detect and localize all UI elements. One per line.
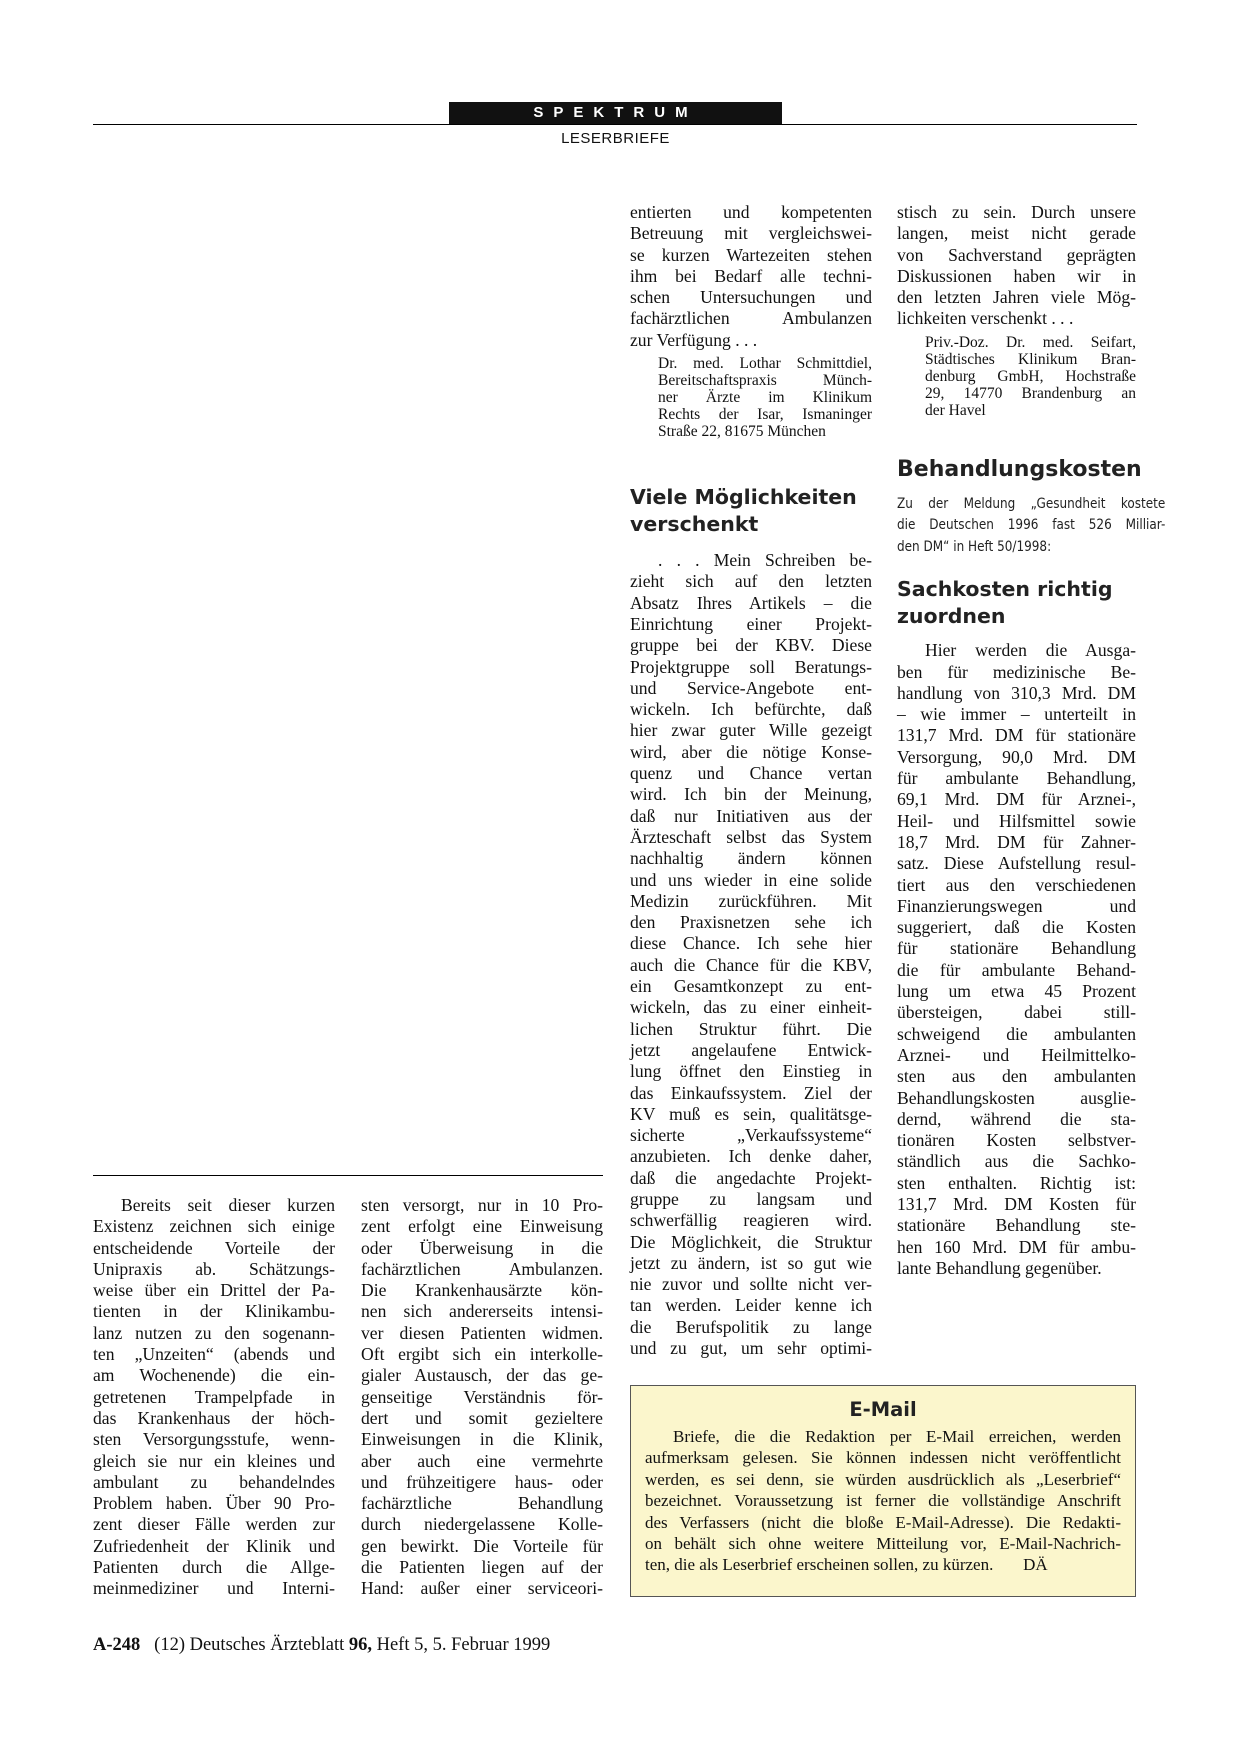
body-line: Problem haben. Über 90 Pro-	[93, 1493, 335, 1514]
letter-column-2	[361, 1195, 603, 1600]
body-line: Die Krankenhausärzte kön-	[361, 1280, 603, 1301]
body-line: den Praxisnetzen sehe ich	[630, 912, 872, 933]
page-footer	[93, 1635, 550, 1656]
subsection-label: LESERBRIEFE	[561, 130, 670, 147]
email-notice-text	[645, 1426, 1121, 1576]
section-intro	[897, 494, 1165, 559]
signature-line: Priv.-Doz. Dr. med. Seifart,	[925, 333, 1136, 351]
body-line: diese Chance. Ich sehe hier	[630, 933, 872, 954]
signature-line: der Havel	[925, 401, 986, 419]
body-line: Hand: außer einer serviceori-	[361, 1578, 603, 1599]
email-notice-title: E-Mail	[849, 1398, 917, 1421]
body-line: Einrichtung einer Projekt-	[630, 613, 872, 634]
body-line: zieht sich auf den letzten	[630, 571, 872, 592]
masthead-rule	[93, 124, 1137, 125]
body-line: sten aus den ambulanten	[897, 1066, 1136, 1087]
body-line: dernd, während die sta-	[897, 1108, 1136, 1129]
body-line: Einweisungen in die Klinik,	[361, 1429, 603, 1450]
body-line: jetzt zu ändern, ist so gut wie	[630, 1252, 872, 1273]
body-line: Medizin zurückführen. Mit	[630, 890, 872, 911]
body-line: gleich sie nur ein kleines und	[93, 1450, 335, 1471]
body-line: wickeln, das zu einer einheit-	[630, 997, 872, 1018]
email-line: Briefe, die die Redaktion per E-Mail erreichen, werden	[673, 1427, 1121, 1446]
body-line: gialer Austausch, der das ge-	[361, 1365, 603, 1386]
email-line: des Verfassers (nicht die bloße E-Mail-Adresse). Die Redakti-	[645, 1512, 1121, 1532]
body-line: Patienten durch die Allge-	[93, 1557, 335, 1578]
body-line: satz. Diese Aufstellung resul-	[897, 853, 1136, 874]
email-line: werden, es sei denn, sie würden ausdrücklich als „Leserbrief“	[645, 1469, 1121, 1489]
body-line: meinmediziner und Interni-	[93, 1578, 335, 1599]
body-line: – wie immer – unterteilt in	[897, 704, 1136, 725]
letter-signature	[630, 355, 872, 440]
body-line: lante Behandlung gegenüber.	[897, 1257, 1102, 1278]
body-line: getretenen Trampelpfade in	[93, 1386, 335, 1407]
body-line: wird. Ich bin der Meinung,	[630, 784, 872, 805]
body-line: Unipraxis ab. Schätzungs-	[93, 1258, 335, 1279]
signature-line: 29, 14770 Brandenburg an	[925, 384, 1136, 402]
body-line: dert und somit gezieltere	[361, 1407, 603, 1428]
body-line: suggeriert, daß die Kosten	[897, 917, 1136, 938]
issue-prefix: (12) Deutsches Ärzteblatt	[154, 1635, 345, 1655]
intro-line: die Deutschen 1996 fast 526 Milliar-	[897, 517, 1166, 534]
body-line: anzubieten. Ich denke daher,	[630, 1146, 872, 1167]
body-line: Zufriedenheit der Klinik und	[93, 1535, 335, 1556]
letter-continuation	[630, 202, 872, 351]
body-line: wickeln. Ich befürchte, daß	[630, 699, 872, 720]
body-line: schen Untersuchungen und	[630, 287, 872, 308]
body-line: genseitige Verständnis för-	[361, 1386, 603, 1407]
body-line: gruppe zu langsam und	[630, 1188, 872, 1209]
body-line: Betreuung mit vergleichswei-	[630, 223, 872, 244]
body-line: fachärztlichen Ambulanzen	[630, 308, 872, 329]
volume-number: 96,	[348, 1635, 372, 1655]
body-line: 18,7 Mrd. DM für Zahner-	[897, 831, 1136, 852]
email-line: ten, die als Leserbrief erscheinen sollen, zu kürzen. DÄ	[645, 1555, 1048, 1575]
body-line: daß nur Initiativen aus der	[630, 805, 872, 826]
body-line: hen 160 Mrd. DM für ambu-	[897, 1236, 1136, 1257]
body-line: sten Versorgungsstufe, wenn-	[93, 1429, 335, 1450]
column-divider-rule	[93, 1175, 603, 1176]
body-line: nie zuvor und sollte nicht ver-	[630, 1274, 872, 1295]
section-title: Behandlungskosten	[897, 456, 1142, 482]
letter-signature	[897, 334, 1136, 419]
body-line: gen bewirkt. Die Vorteile für	[361, 1535, 603, 1556]
section-banner: SPEKTRUM	[449, 102, 782, 124]
signature-line: Bereitschaftspraxis Münch-	[658, 372, 872, 390]
body-line: Arznei- und Heilmittelko-	[897, 1044, 1136, 1065]
body-line: Heil- und Hilfsmittel sowie	[897, 810, 1136, 831]
signature-line: denburg GmbH, Hochstraße	[925, 367, 1136, 385]
body-line: zur Verfügung . . .	[630, 329, 758, 350]
body-line: ständlich aus die Sachko-	[897, 1151, 1136, 1172]
heading-line: Viele Möglichkeiten	[630, 485, 857, 510]
body-line: weise über ein Drittel der Pa-	[93, 1280, 335, 1301]
body-line: zent dieser Fälle werden zur	[93, 1514, 335, 1535]
body-line: lanz nutzen zu den sogenann-	[93, 1322, 335, 1343]
intro-line: den DM“ in Heft 50/1998:	[897, 538, 1052, 555]
letter-heading	[897, 576, 1136, 630]
body-line: lung öffnet den Einstieg in	[630, 1061, 872, 1082]
body-line: und uns wieder in eine solide	[630, 869, 872, 890]
body-line: tionären Kosten selbstver-	[897, 1130, 1136, 1151]
body-line: ein Gesamtkonzept zu ent-	[630, 976, 872, 997]
body-line: Hier werden die Ausga-	[925, 640, 1136, 661]
body-line: oder Überweisung in die	[361, 1237, 603, 1258]
body-line: zent erfolgt eine Einweisung	[361, 1216, 603, 1237]
heading-line: verschenkt	[630, 512, 759, 537]
body-line: auch die Chance für die KBV,	[630, 954, 872, 975]
body-line: übersteigen, dabei still-	[897, 1002, 1136, 1023]
body-line: Oft ergibt sich ein interkolle-	[361, 1344, 603, 1365]
body-line: entscheidende Vorteile der	[93, 1237, 335, 1258]
signature-line: Straße 22, 81675 München	[658, 423, 826, 441]
letter-column-4	[897, 202, 1166, 1285]
body-line: ver diesen Patienten widmen.	[361, 1322, 603, 1343]
letter-column-1	[93, 1195, 335, 1600]
body-line: entierten und kompetenten	[630, 202, 872, 222]
body-line: und Service-Angebote ent-	[630, 677, 872, 698]
body-line: fachärztlichen Ambulanzen.	[361, 1258, 603, 1279]
body-line: Ärzteschaft selbst das System	[630, 826, 872, 847]
issue-date: Heft 5, 5. Februar 1999	[376, 1635, 551, 1655]
body-line: das Krankenhaus der höch-	[93, 1407, 335, 1428]
body-line: . . . Mein Schreiben be-	[658, 550, 872, 571]
signature-line: ner Ärzte im Klinikum	[658, 389, 872, 407]
body-line: stisch zu sein. Durch unsere	[897, 202, 1136, 222]
body-line: 131,7 Mrd. DM Kosten für	[897, 1194, 1136, 1214]
letter-continuation	[897, 202, 1136, 330]
body-line: se kurzen Wartezeiten stehen	[630, 244, 872, 265]
body-line: von Sachverstand geprägten	[897, 244, 1136, 265]
body-line: schweigend die ambulanten	[897, 1023, 1136, 1044]
page-number: A-248	[93, 1635, 141, 1655]
email-line: bezeichnet. Voraussetzung ist ferner die vollständige Anschrift	[645, 1491, 1121, 1511]
body-line: gruppe bei der KBV. Diese	[630, 635, 872, 656]
body-line: die Berufspolitik zu lange	[630, 1316, 872, 1337]
body-line: Behandlungskosten ausglie-	[897, 1087, 1136, 1108]
body-line: 69,1 Mrd. DM für Arznei-,	[897, 789, 1136, 810]
email-line: on behält sich ohne weitere Mitteilung vor, E-Mail-Nachrich-	[645, 1534, 1121, 1554]
body-line: sten versorgt, nur in 10 Pro-	[361, 1195, 603, 1215]
body-line: handlung von 310,3 Mrd. DM	[897, 682, 1136, 703]
body-line: Existenz zeichnen sich einige	[93, 1216, 335, 1237]
body-line: und zu gut, um sehr optimi-	[630, 1338, 872, 1359]
body-line: und frühzeitigere haus- oder	[361, 1471, 603, 1492]
body-line: sten enthalten. Richtig ist:	[897, 1172, 1136, 1193]
heading-line: Sachkosten richtig	[897, 577, 1113, 602]
letter-body	[630, 550, 872, 1359]
body-line: das Einkaufssystem. Ziel der	[630, 1082, 872, 1103]
body-line: sicherte „Verkaufssysteme“	[630, 1125, 872, 1146]
body-line: jetzt angelaufene Entwick-	[630, 1039, 872, 1060]
body-line: langen, meist nicht gerade	[897, 223, 1136, 244]
body-line: KV muß es sein, qualitätsge-	[630, 1103, 872, 1124]
body-line: nachhaltig ändern können	[630, 848, 872, 869]
body-line: daß die angedachte Projekt-	[630, 1167, 872, 1188]
body-line: Versorgung, 90,0 Mrd. DM	[897, 746, 1136, 767]
letter-heading	[630, 484, 872, 538]
body-line: Diskussionen haben wir in	[897, 265, 1136, 286]
signature-line: Rechts der Isar, Ismaninger	[658, 406, 872, 424]
intro-line: Zu der Meldung „Gesundheit kostete	[897, 495, 1166, 512]
body-line: aber auch eine vermehrte	[361, 1450, 603, 1471]
signature-line: Dr. med. Lothar Schmittdiel,	[658, 355, 872, 373]
body-line: lichkeiten verschenkt . . .	[897, 308, 1074, 329]
body-line: Bereits seit dieser kurzen	[121, 1195, 335, 1215]
body-line: quenz und Chance vertan	[630, 763, 872, 784]
body-line: für stationäre Behandlung	[897, 938, 1136, 959]
heading-line: zuordnen	[897, 604, 1006, 629]
body-line: Projektgruppe soll Beratungs-	[630, 656, 872, 677]
body-line: schwerfällig reagieren wird.	[630, 1210, 872, 1231]
body-line: den letzten Jahren viele Mög-	[897, 287, 1136, 308]
body-line: für ambulante Behandlung,	[897, 768, 1136, 789]
email-line: aufmerksam gelesen. Sie können indessen nicht veröffentlicht	[645, 1448, 1121, 1468]
letter-column-3	[630, 202, 872, 1359]
body-line: die für ambulante Behand-	[897, 959, 1136, 980]
body-line: lichen Struktur führt. Die	[630, 1018, 872, 1039]
body-line: ambulant zu behandelndes	[93, 1471, 335, 1492]
signature-line: Städtisches Klinikum Bran-	[925, 350, 1136, 368]
body-line: ihm bei Bedarf alle techni-	[630, 265, 872, 286]
body-line: wird, aber die nötige Konse-	[630, 741, 872, 762]
body-line: durch niedergelassene Kolle-	[361, 1514, 603, 1535]
body-line: tan werden. Leider kenne ich	[630, 1295, 872, 1316]
email-notice-box	[630, 1385, 1136, 1597]
body-line: lung um etwa 45 Prozent	[897, 981, 1136, 1002]
body-line: hier zwar guter Wille gezeigt	[630, 720, 872, 741]
body-line: stationäre Behandlung ste-	[897, 1215, 1136, 1236]
body-line: 131,7 Mrd. DM für stationäre	[897, 725, 1136, 746]
body-line: tienten in der Klinikambu-	[93, 1301, 335, 1322]
body-line: Absatz Ihres Artikels – die	[630, 592, 872, 613]
body-line: Die Möglichkeit, die Struktur	[630, 1231, 872, 1252]
letter-body	[897, 640, 1136, 1279]
body-line: am Wochenende) die ein-	[93, 1365, 335, 1386]
body-line: fachärztliche Behandlung	[361, 1493, 603, 1514]
body-line: tiert aus den verschiedenen	[897, 874, 1136, 895]
body-line: Finanzierungswegen und	[897, 895, 1136, 916]
body-line: ben für medizinische Be-	[897, 661, 1136, 682]
body-line: die Patienten liegen auf der	[361, 1557, 603, 1578]
body-line: ten „Unzeiten“ (abends und	[93, 1344, 335, 1365]
body-line: nen sich andererseits intensi-	[361, 1301, 603, 1322]
